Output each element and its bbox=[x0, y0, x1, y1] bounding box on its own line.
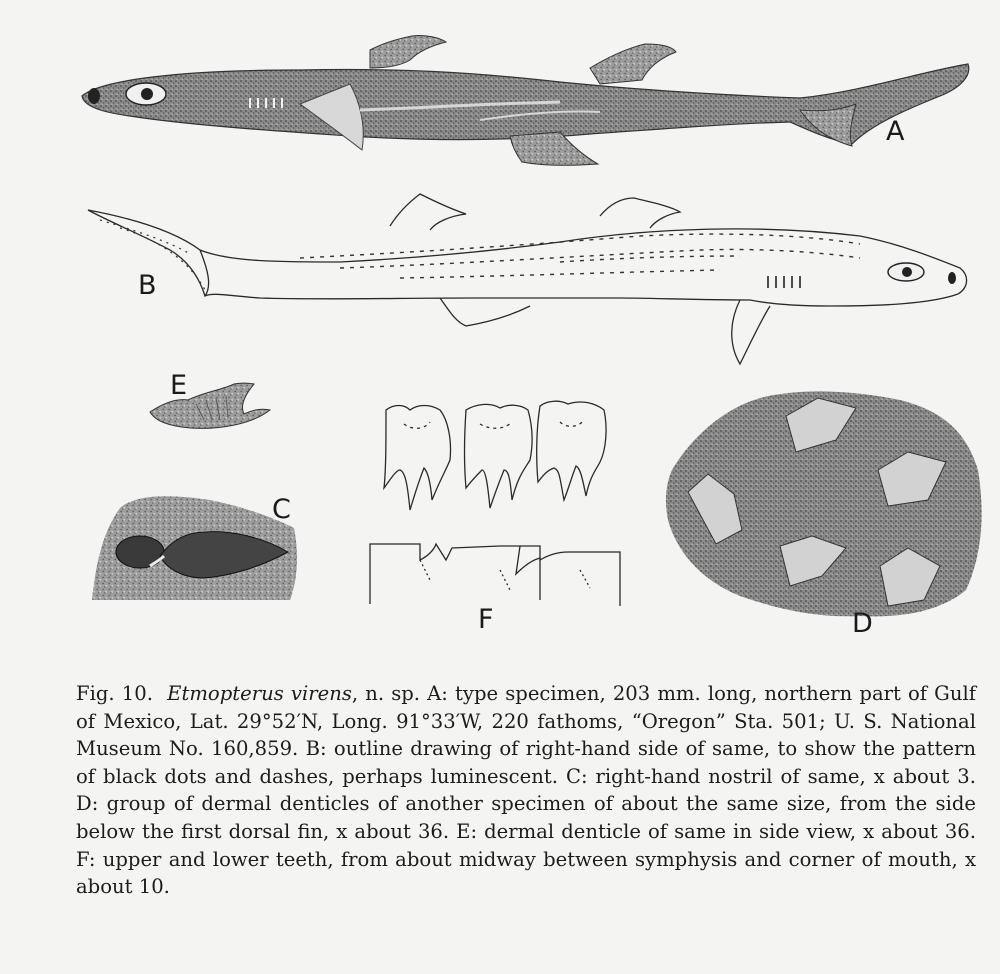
caption-species-name: Etmopterus virens bbox=[167, 682, 352, 705]
figure-label-d: D bbox=[852, 608, 873, 639]
caption-paragraph bbox=[76, 680, 976, 901]
nostril-c bbox=[92, 496, 297, 600]
denticle-side-e bbox=[150, 383, 270, 428]
figure-label-c: C bbox=[272, 494, 291, 525]
outline-b-details bbox=[100, 220, 956, 290]
shark-specimen-a bbox=[82, 35, 969, 165]
figure-caption bbox=[76, 680, 976, 901]
denticles-group-d bbox=[666, 391, 982, 616]
teeth-f bbox=[370, 401, 620, 606]
figure-label-b: B bbox=[138, 270, 157, 301]
figure-label-e: E bbox=[170, 370, 188, 401]
figure-label-f: F bbox=[478, 604, 494, 635]
shark-outline-b bbox=[88, 194, 967, 364]
caption-body: , n. sp. A: type specimen, 203 mm. long, northern part of Gulf of Mexico, Lat. 29°52′N, Long. 91°33′W, 220 fathoms, “Oregon” Sta. 501; U. S. National Museum No. 160,859. B: outline drawing of right-hand side of same, to show the pattern of black dots and dashes, perhaps luminescent. C: right-hand nostril of same, x about 3. D: group of dermal denticles of another specimen of about the same size, from the side below the first dorsal fin, x about 36. E: dermal denticle of same in side view, x about 36. F: upper and lower teeth, from about midway between symphysis and corner of mouth, x about 10. bbox=[76, 682, 976, 899]
figure-label-a: A bbox=[886, 116, 905, 147]
caption-figure-number: Fig. 10. bbox=[76, 682, 153, 705]
